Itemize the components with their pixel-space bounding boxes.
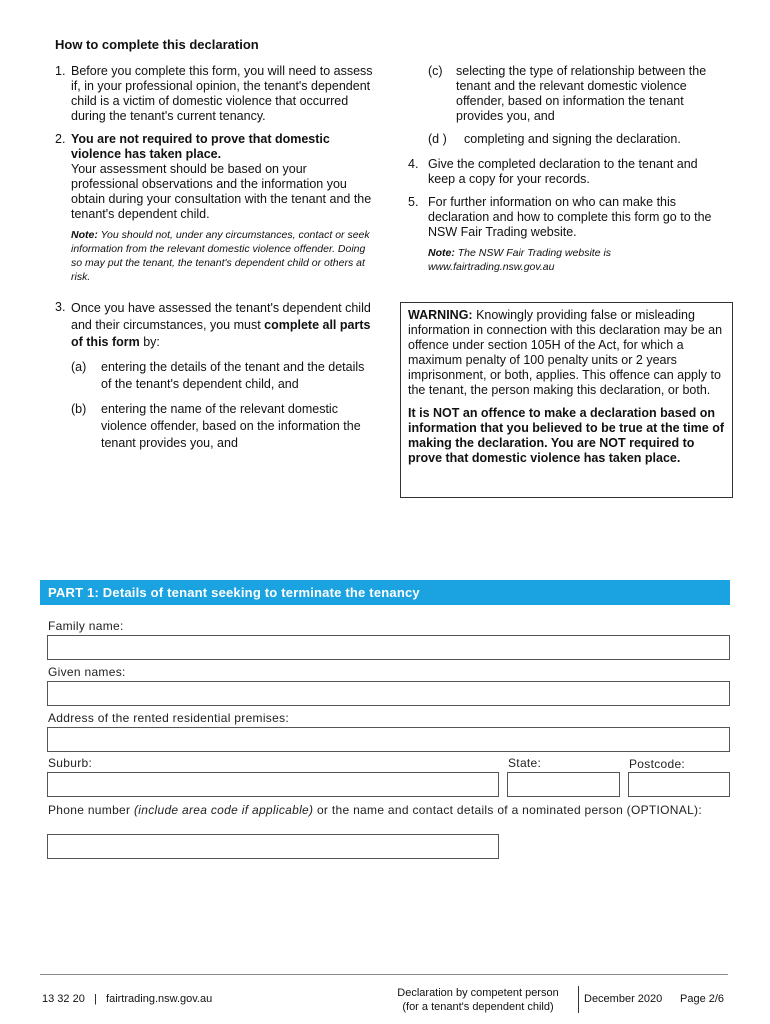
sub-text: entering the name of the relevant domestic violence offender, based on the information the tenant provides you, and (101, 402, 361, 450)
footer-page-number: Page 2/6 (680, 993, 725, 1005)
instruction-item-3 (55, 300, 375, 452)
warning-box (400, 302, 733, 498)
footer-vertical-separator (578, 986, 579, 1013)
note-label: Note: (71, 229, 98, 241)
sub-text: entering the details of the tenant and the details of the tenant's dependent child, and (101, 360, 365, 391)
given-names-field[interactable] (47, 681, 730, 706)
page-heading: How to complete this declaration (55, 37, 259, 52)
instructions-right-column (408, 64, 728, 282)
family-name-label: Family name: (48, 619, 124, 633)
address-label: Address of the rented residential premises: (48, 711, 290, 725)
instruction-item-2 (55, 132, 375, 292)
suburb-field[interactable] (47, 772, 499, 797)
instruction-item-1 (55, 64, 375, 124)
note (408, 246, 728, 274)
item-text: Give the completed declaration to the tenant and keep a copy for your records. (428, 157, 698, 186)
item-number: 1. (55, 64, 66, 78)
instructions-left-column (55, 64, 375, 460)
item-text: Once you have assessed the tenant's dependent child and their circumstances, you must (71, 301, 371, 332)
item-number: 4. (408, 157, 419, 171)
sub-text: selecting the type of relationship between the tenant and the relevant domestic violence offender, based on information the tenant provides you, and (456, 64, 707, 123)
sub-item-d (408, 132, 728, 147)
footer-declaration-title: Declaration by competent person (for a tenant's dependent child) (397, 987, 559, 1013)
sub-label: (a) (71, 360, 87, 374)
item-text: by: (143, 335, 160, 349)
warning-bold-text: It is NOT an offence to make a declaration based on information that you believed to be true at the time of making the declaration. You are NOT required to prove that domestic violence has taken place. (408, 406, 724, 465)
warning-text: Knowingly providing false or misleading information in connection with this declaration may be an offence under section 105H of the Act, for which a maximum penalty of 100 penalty units or 2 years imprisonment, or both, applies. This offence can apply to the tenant, the person making this declaration, or both. (408, 308, 723, 397)
state-label: State: (508, 756, 542, 770)
note-label: Note: (428, 247, 455, 259)
sub-label: (c) (428, 64, 443, 78)
note (71, 228, 375, 284)
item-number: 5. (408, 195, 419, 209)
note-text: You should not, under any circumstances, contact or seek information from the relevant domestic violence offender. Doing so may put the tenant, the tenant's dependent child or others at risk. (71, 229, 370, 283)
item-number: 2. (55, 132, 66, 146)
item-bold-text: complete all parts of this form (71, 318, 371, 349)
sub-item-b (71, 401, 375, 452)
footer-date: December 2020 (584, 993, 663, 1005)
instruction-item-5 (408, 195, 728, 240)
sub-item-c (408, 64, 728, 124)
footer-phone: 13 32 20 (42, 993, 85, 1005)
item-text: For further information on who can make this declaration and how to complete this form go to the NSW Fair Trading website. (428, 195, 712, 239)
item-bold-text: You are not required to prove that domestic violence has taken place. (71, 132, 330, 161)
footer-divider (40, 974, 728, 975)
suburb-label: Suburb: (48, 756, 93, 770)
sub-text: completing and signing the declaration. (464, 132, 681, 146)
note-text: The NSW Fair Trading website is www.fairtrading.nsw.gov.au (428, 247, 612, 273)
address-field[interactable] (47, 727, 730, 752)
part1-title-banner: PART 1: Details of tenant seeking to terminate the tenancy (40, 580, 730, 605)
warning-label: WARNING: (408, 308, 473, 322)
postcode-label: Postcode: (629, 757, 686, 771)
instruction-item-4 (408, 157, 728, 187)
sub-label: (d ) (428, 132, 447, 146)
item-text: Your assessment should be based on your professional observations and the information you obtain during your consultation with the tenant and the tenant's dependent child. (71, 162, 372, 221)
sub-item-a (71, 359, 375, 393)
postcode-field[interactable] (628, 772, 730, 797)
phone-field[interactable] (47, 834, 499, 859)
state-field[interactable] (507, 772, 620, 797)
sub-label: (b) (71, 402, 87, 416)
footer-site-link[interactable]: fairtrading.nsw.gov.au (106, 993, 213, 1005)
item-text: Before you complete this form, you will need to assess if, in your professional opinion, the tenant's dependent child is a victim of domestic violence that occurred during the tenant's current tenancy. (71, 64, 373, 123)
item-number: 3. (55, 300, 66, 314)
phone-label: Phone number (include area code if applicable) or the name and contact details of a nominated person (OPTIONAL): (48, 803, 702, 817)
footer-separator: | (94, 993, 97, 1005)
family-name-field[interactable] (47, 635, 730, 660)
given-names-label: Given names: (48, 665, 126, 679)
footer-contact (42, 993, 212, 1005)
